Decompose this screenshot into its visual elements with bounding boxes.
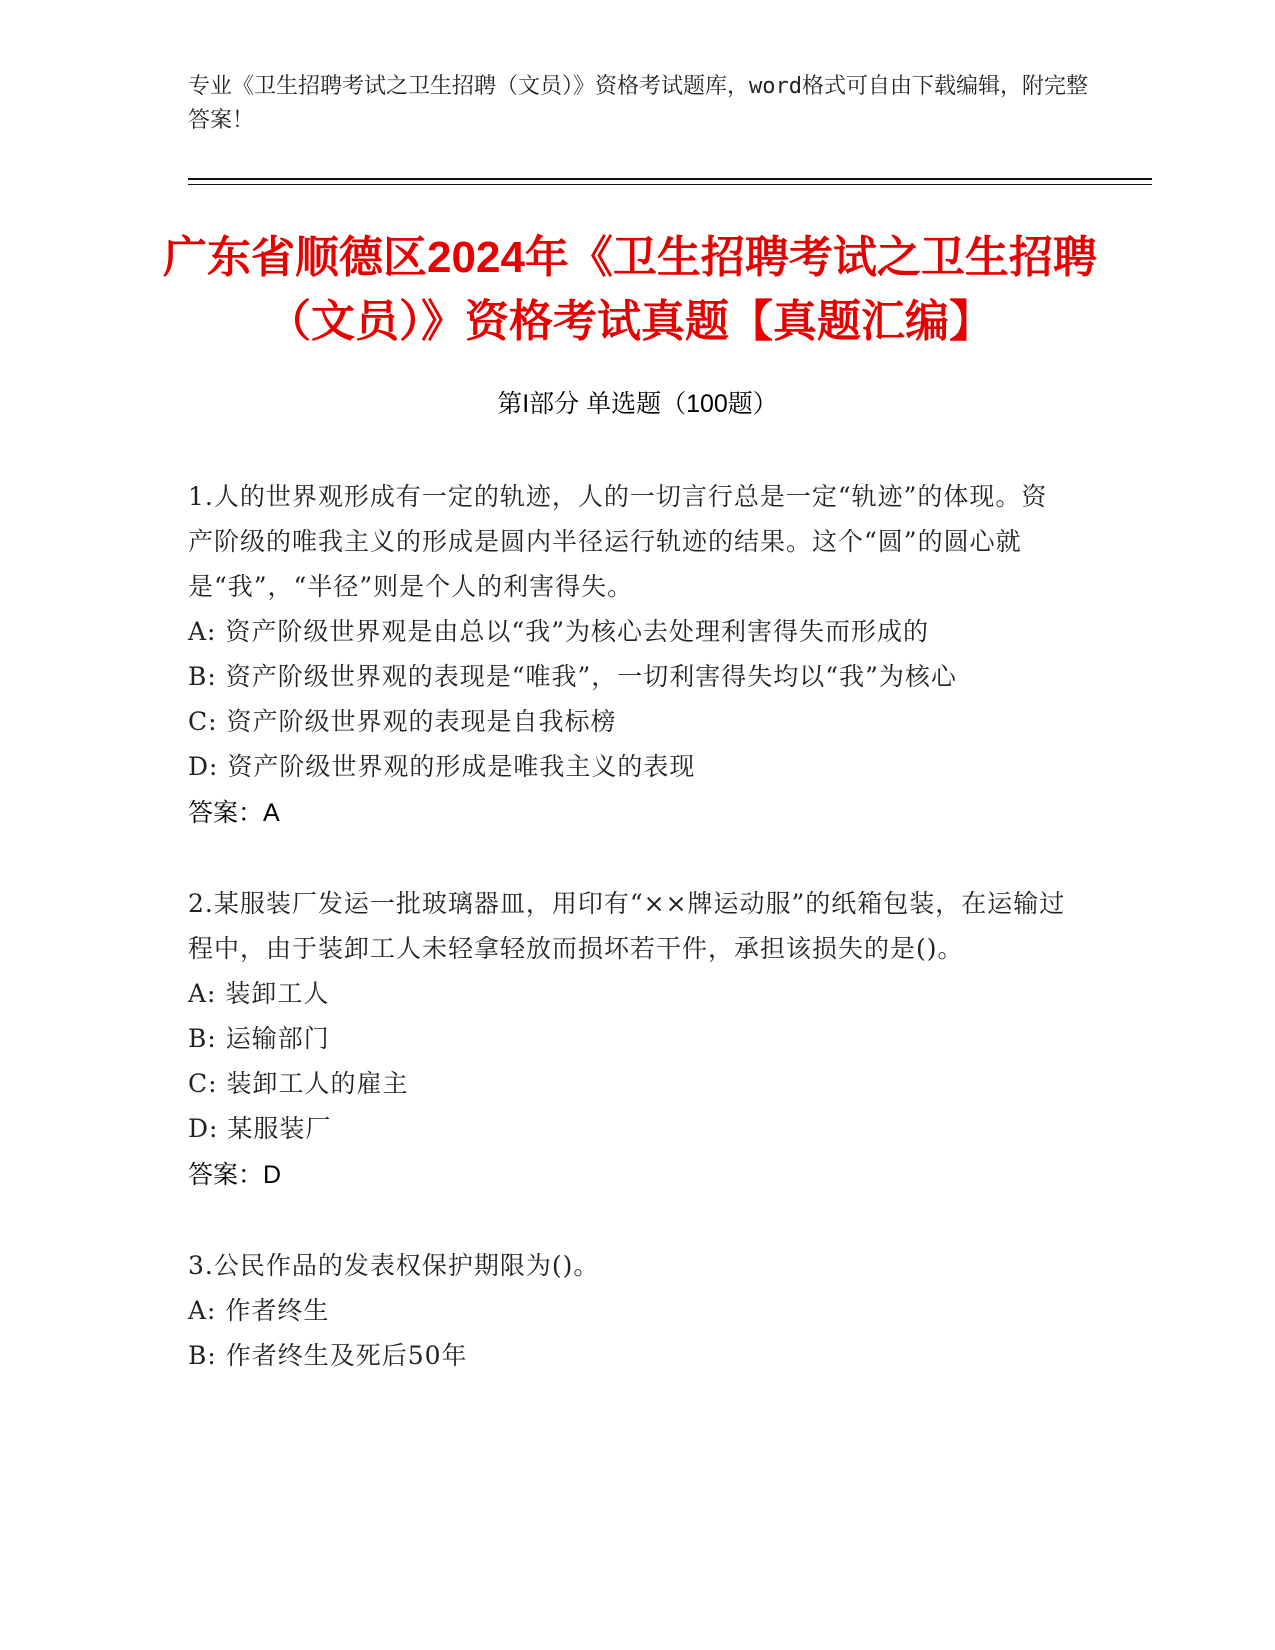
question-text: 2.某服装厂发运一批玻璃器皿，用印有“××牌运动服”的纸箱包装，在运输过程中，由于装卸工人未轻拿轻放而损坏若干件，承担该损失的是()。 [188,889,1066,963]
option-a: A: 作者终生 [188,1296,330,1325]
option-d: D: 某服装厂 [188,1114,332,1143]
answer: 答案：D [188,1161,282,1189]
option-b: B: 资产阶级世界观的表现是“唯我”，一切利害得失均以“我”为核心 [188,662,957,691]
answer: 答案：A [188,799,280,827]
option-c: C: 装卸工人的雇主 [188,1069,409,1098]
option-c: C: 资产阶级世界观的表现是自我标榜 [188,707,617,736]
option-b: B: 作者终生及死后50年 [188,1341,468,1370]
question-2 [188,881,1068,1199]
question-1 [188,474,1068,837]
question-list [188,474,1068,1422]
header-rule-thin [188,184,1152,185]
option-b: B: 运输部门 [188,1024,330,1053]
header-note: 专业《卫生招聘考试之卫生招聘（文员）》资格考试题库，word格式可自由下载编辑，附完整答案！ [188,74,1088,133]
option-a: A: 装卸工人 [188,979,330,1008]
option-d: D: 资产阶级世界观的形成是唯我主义的表现 [188,752,696,781]
option-a: A: 资产阶级世界观是由总以“我”为核心去处理利害得失而形成的 [188,617,929,646]
question-text: 1.人的世界观形成有一定的轨迹，人的一切言行总是一定“轨迹”的体现。资产阶级的唯我主义的形成是圆内半径运行轨迹的结果。这个“圆”的圆心就是“我”，“半径”则是个人的利害得失。 [188,482,1048,601]
document-title: 广东省顺德区2024年《卫生招聘考试之卫生招聘（文员）》资格考试真题【真题汇编】 [163,233,1097,346]
section-title: 第I部分 单选题（100题） [497,390,778,418]
question-3 [188,1243,1068,1378]
question-text: 3.公民作品的发表权保护期限为()。 [188,1251,600,1280]
header-rule [188,178,1152,180]
